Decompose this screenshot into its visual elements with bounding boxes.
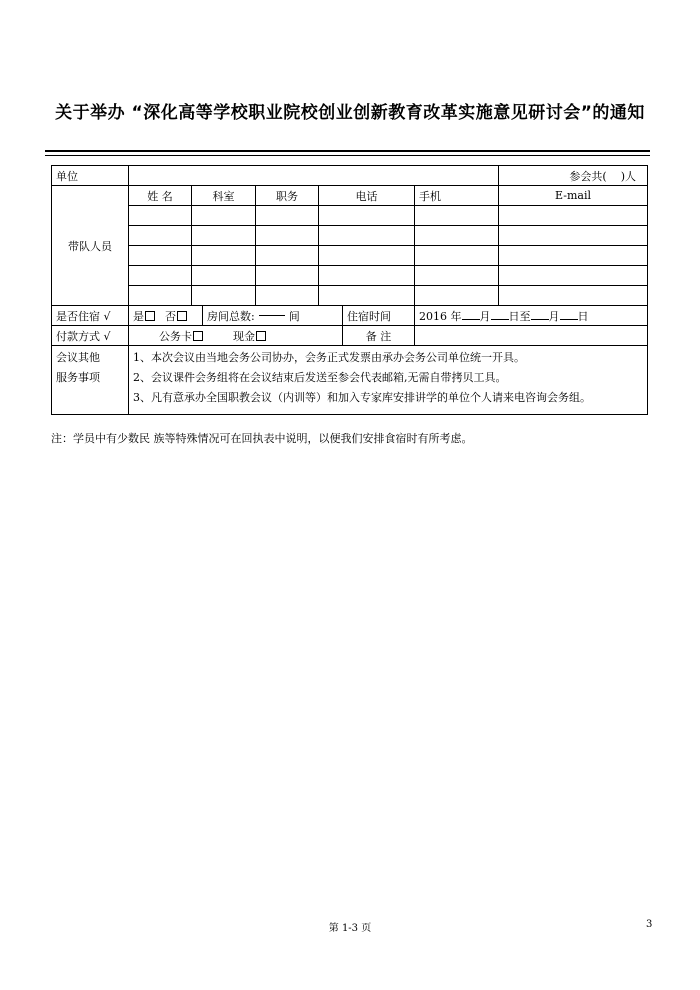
lodging-row [52, 306, 648, 326]
col-mobile: 手机 [415, 186, 499, 206]
cell-input[interactable] [319, 226, 415, 246]
payment-options [129, 326, 415, 346]
attendee-prefix: 参会共( [569, 169, 607, 183]
cell-input[interactable] [499, 266, 648, 286]
registration-form [51, 165, 648, 415]
rooms-input[interactable] [259, 315, 285, 316]
page-corner-number: 3 [646, 919, 653, 930]
stay-day2-label: 日 [577, 309, 589, 323]
team-row [52, 286, 648, 306]
stay-day1-input[interactable] [491, 319, 509, 320]
col-name: 姓 名 [129, 186, 192, 206]
rooms-label: 房间总数: [207, 309, 255, 323]
cell-input[interactable] [415, 286, 499, 306]
cell-input[interactable] [415, 246, 499, 266]
col-department: 科室 [192, 186, 256, 206]
attendee-count-field[interactable] [499, 166, 648, 186]
cell-input[interactable] [192, 246, 256, 266]
lodging-label: 是否住宿 √ [52, 306, 129, 326]
stay-month2-input[interactable] [531, 319, 549, 320]
team-row [52, 266, 648, 286]
cell-input[interactable] [256, 226, 319, 246]
payment-row [52, 326, 648, 346]
cell-input[interactable] [192, 286, 256, 306]
payment-card-label: 公务卡 [159, 329, 192, 343]
cell-input[interactable] [319, 246, 415, 266]
page-number: 第 1-3 页 [328, 923, 372, 934]
stay-dates [415, 306, 648, 326]
cell-input[interactable] [129, 206, 192, 226]
rooms-unit: 间 [288, 309, 300, 323]
cell-input[interactable] [499, 246, 648, 266]
cell-input[interactable] [319, 286, 415, 306]
lodging-yes-label: 是 [133, 309, 144, 323]
cell-input[interactable] [415, 226, 499, 246]
col-position: 职务 [256, 186, 319, 206]
stay-label: 住宿时间 [347, 309, 391, 323]
service-item: 2、会议课件会务组将在会议结束后发送至参会代表邮箱,无需自带拷贝工具。 [133, 371, 507, 384]
lodging-yes-checkbox[interactable] [145, 311, 155, 321]
team-label: 带队人员 [52, 186, 129, 306]
stay-month2-label: 月 [548, 309, 560, 323]
attendee-suffix: )人 [620, 169, 637, 183]
services-label: 会议其他 服务事项 [52, 346, 129, 415]
cell-input[interactable] [192, 206, 256, 226]
header-rule-thick [45, 150, 650, 152]
cell-input[interactable] [499, 206, 648, 226]
payment-label: 付款方式 √ [52, 326, 129, 346]
lodging-options [129, 306, 415, 326]
cell-input[interactable] [129, 226, 192, 246]
cell-input[interactable] [415, 266, 499, 286]
services-row [52, 346, 648, 415]
cell-input[interactable] [256, 286, 319, 306]
cell-input[interactable] [256, 206, 319, 226]
cell-input[interactable] [129, 286, 192, 306]
cell-input[interactable] [192, 266, 256, 286]
team-row [52, 246, 648, 266]
col-phone: 电话 [319, 186, 415, 206]
page-title: 关于举办 “深化高等学校职业院校创业创新教育改革实施意见研讨会”的通知 [55, 103, 645, 123]
payment-cash-checkbox[interactable] [256, 331, 266, 341]
team-header-row [52, 186, 648, 206]
lodging-no-label: 否 [165, 309, 176, 323]
remarks-label: 备 注 [365, 329, 392, 343]
cell-input[interactable] [129, 266, 192, 286]
unit-label: 单位 [52, 166, 129, 186]
payment-card-checkbox[interactable] [193, 331, 203, 341]
service-item: 1、本次会议由当地会务公司协办，会务正式发票由承办会务公司单位统一开具。 [133, 351, 525, 364]
stay-month1-input[interactable] [462, 319, 480, 320]
payment-cash-label: 现金 [233, 329, 255, 343]
cell-input[interactable] [499, 286, 648, 306]
header-rule-thin [45, 155, 650, 156]
cell-input[interactable] [415, 206, 499, 226]
stay-month1-label: 月 [479, 309, 491, 323]
unit-field[interactable] [129, 166, 499, 186]
cell-input[interactable] [319, 206, 415, 226]
cell-input[interactable] [499, 226, 648, 246]
cell-input[interactable] [192, 226, 256, 246]
col-email: E-mail [499, 186, 648, 206]
stay-year: 2016 年 [419, 309, 462, 323]
cell-input[interactable] [256, 246, 319, 266]
cell-input[interactable] [319, 266, 415, 286]
services-list [129, 346, 648, 415]
lodging-no-checkbox[interactable] [177, 311, 187, 321]
unit-row [52, 166, 648, 186]
service-item: 3、凡有意承办全国职教会议（内训等）和加入专家库安排讲学的单位个人请来电咨询会务组。 [133, 391, 591, 404]
cell-input[interactable] [129, 246, 192, 266]
remarks-field[interactable] [415, 326, 648, 346]
stay-day1-label: 日至 [508, 309, 531, 323]
footnote: 注：学员中有少数民 族等特殊情况可在回执表中说明，以便我们安排食宿时有所考虑。 [51, 432, 473, 445]
cell-input[interactable] [256, 266, 319, 286]
team-row [52, 226, 648, 246]
stay-day2-input[interactable] [560, 319, 578, 320]
team-row [52, 206, 648, 226]
